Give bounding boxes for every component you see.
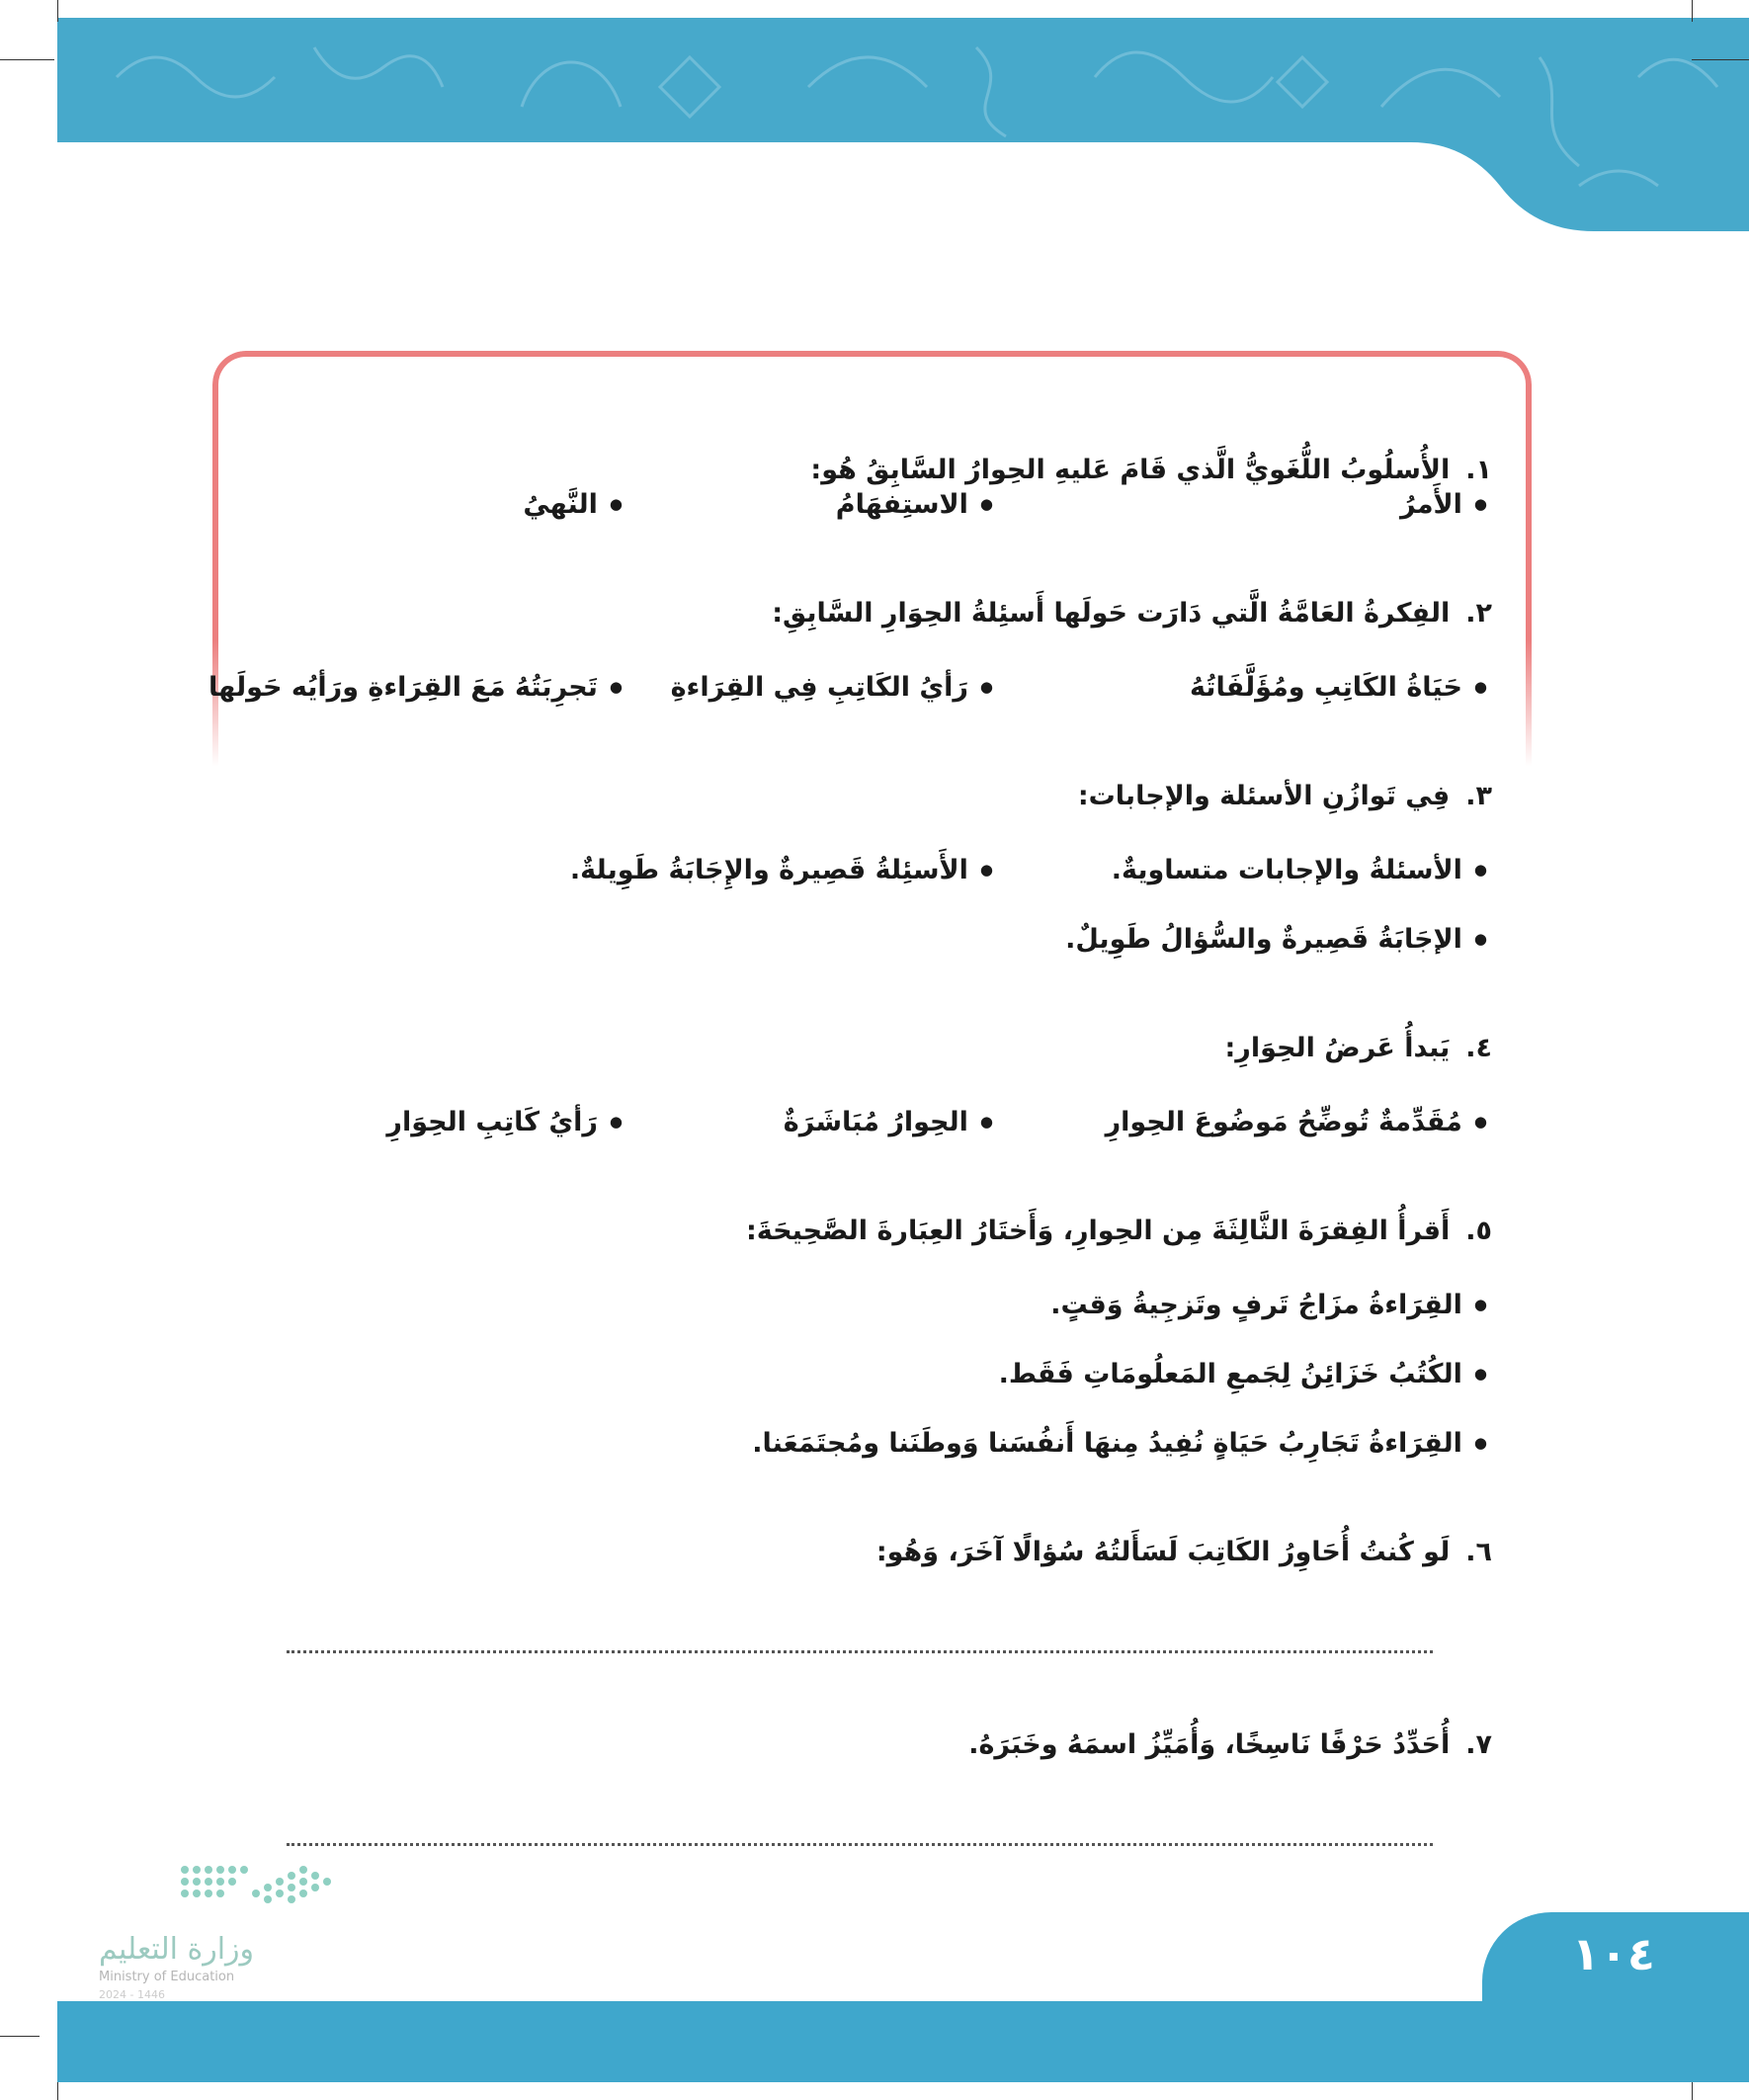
question-7-text: أُحَدِّدُ حَرْفًا نَاسِخًا، وَأُمَيِّزُ اسمَهُ وخَبَرَهُ. [968,1729,1451,1760]
q1-option-2[interactable]: ● الاستِفهَامُ [836,489,993,520]
question-3-text: فِي تَوازُنِ الأسئلة والإجابات: [1077,781,1451,811]
question-3: ٣.فِي تَوازُنِ الأسئلة والإجابات: [1077,781,1492,811]
q5-option-1[interactable]: ● القِرَاءةُ مزَاجُ تَرفٍ وتَزجِيةُ وَقتٍ. [1050,1290,1487,1320]
q2-option-2[interactable]: ● رَأيُ الكَاتِبِ فِي القِرَاءةِ [671,672,993,703]
q2-option-1[interactable]: ● حَيَاةُ الكَاتِبِ ومُؤَلَّفَاتُهُ [1190,672,1487,703]
q3-option-3[interactable]: ● الإجَابَةُ قَصِيرةٌ والسُّؤالُ طَوِيلٌ. [1065,924,1487,955]
question-5-text: أَقرأُ الفِقرَةَ الثَّالِثَةَ مِن الحِوارِ، وَأَختَارُ العِبَارةَ الصَّحِيحَةَ: [745,1216,1451,1246]
question-1-text: الأُسلُوبُ اللُّغَويُّ الَّذي قَامَ عَليهِ الحِوارُ السَّابِقُ هُو: [810,455,1451,485]
footer-bar [57,2001,1749,2082]
question-5: ٥.أَقرأُ الفِقرَةَ الثَّالِثَةَ مِن الحِوارِ، وَأَختَارُ العِبَارةَ الصَّحِيحَةَ: [745,1216,1492,1246]
q2-option-3[interactable]: ● تَجرِبَتُهُ مَعَ القِرَاءةِ ورَأيُه حَولَها [208,672,623,703]
q4-option-3[interactable]: ● رَأيُ كَاتِبِ الحِوَارِ [386,1107,623,1137]
question-6-text: لَو كُنتُ أُحَاوِرُ الكَاتِبَ لَسَأَلتُهُ سُؤالًا آخَرَ، وَهُو: [875,1537,1451,1567]
ministry-year: 2024 - 1446 [99,1988,165,2001]
answer-line-q6[interactable] [287,1650,1433,1653]
page-number: ١٠٤ [1571,1927,1655,1980]
ministry-name-english: Ministry of Education [99,1970,235,1984]
q3-option-1[interactable]: ● الأسئلةُ والإجابات متساويةٌ. [1112,855,1487,885]
ministry-name-arabic: وزارة التعليم [99,1932,255,1967]
question-6: ٦.لَو كُنتُ أُحَاوِرُ الكَاتِبَ لَسَأَلتُهُ سُؤالًا آخَرَ، وَهُو: [875,1537,1492,1567]
question-4-text: يَبدأُ عَرضُ الحِوَارِ: [1224,1033,1451,1063]
q3-option-2[interactable]: ● الأَسئِلةُ قَصِيرةٌ والإِجَابَةُ طَوِيلةٌ. [570,855,993,885]
q5-option-3[interactable]: ● القِرَاءةُ تَجَارِبُ حَيَاةٍ نُفِيدُ مِنهَا أَنفُسَنا وَوطَنَنا ومُجتَمَعَنا. [752,1428,1487,1459]
q4-option-2[interactable]: ● الحِوارُ مُبَاشَرَةٌ [784,1107,993,1137]
q1-option-1[interactable]: ● الأَمرُ [1400,489,1487,520]
question-2-text: الفِكرةُ العَامَّةُ الَّتي دَارَت حَولَها أَسئِلةُ الحِوَارِ السَّابِقِ: [772,598,1451,629]
question-7: ٧.أُحَدِّدُ حَرْفًا نَاسِخًا، وَأُمَيِّزُ اسمَهُ وخَبَرَهُ. [968,1729,1492,1760]
answer-line-q7[interactable] [287,1843,1433,1846]
q5-option-2[interactable]: ● الكُتُبُ خَزَائِنُ لِجَمعِ المَعلُومَاتِ فَقَط. [999,1359,1487,1389]
question-4: ٤.يَبدأُ عَرضُ الحِوَارِ: [1224,1033,1492,1063]
q4-option-1[interactable]: ● مُقَدِّمةٌ تُوضِّحُ مَوضُوعَ الحِوارِ [1106,1107,1487,1137]
question-2: ٢.الفِكرةُ العَامَّةُ الَّتي دَارَت حَولَها أَسئِلةُ الحِوَارِ السَّابِقِ: [772,598,1492,629]
q1-option-3[interactable]: ● النَّهيُ [523,489,623,520]
question-1: ١.الأُسلُوبُ اللُّغَويُّ الَّذي قَامَ عَليهِ الحِوارُ السَّابِقُ هُو: [810,455,1492,485]
